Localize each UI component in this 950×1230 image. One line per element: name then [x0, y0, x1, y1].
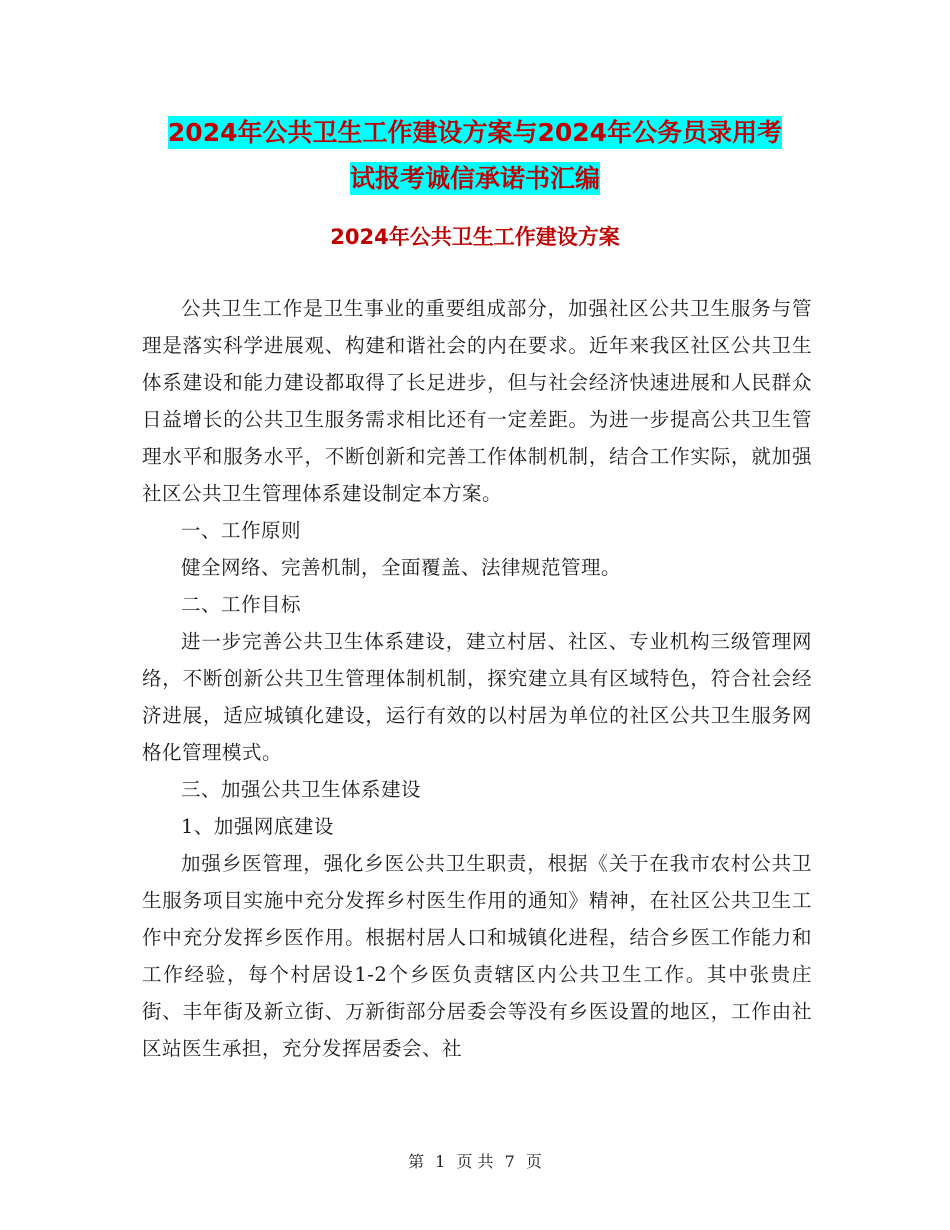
paragraph-intro: 公共卫生工作是卫生事业的重要组成部分，加强社区公共卫生服务与管理是落实科学进展观、构建和谐社会的内在要求。近年来我区社区公共卫生体系建设和能力建设都取得了长足进步，但与社会经济快速进展和人民群众日益增长的公共卫生服务需求相比还有一定差距。为进一步提高公共卫生管理水平和服务水平，不断创新和完善工作体制机制，结合工作实际，就加强社区公共卫生管理体系建设制定本方案。	[142, 297, 812, 505]
heading-system-building: 三、加强公共卫生体系建设	[181, 778, 422, 801]
page-footer	[0, 1150, 950, 1174]
heading-work-goals: 二、工作目标	[181, 593, 302, 616]
document-body	[142, 290, 812, 1067]
footer-prefix: 第	[408, 1152, 425, 1171]
heading-network-base: 1、加强网底建设	[181, 815, 334, 838]
footer-suffix: 页	[525, 1152, 542, 1171]
title-line-1: 2024年公共卫生工作建设方案与2024年公务员录用考	[167, 118, 783, 147]
section-title: 2024年公共卫生工作建设方案	[330, 225, 620, 249]
document-title	[140, 110, 810, 202]
footer-page-number: 1	[435, 1152, 446, 1171]
paragraph-network-base: 加强乡医管理，强化乡医公共卫生职责，根据《关于在我市农村公共卫生服务项目实施中充分发挥乡村医生作用的通知》精神，在社区公共卫生工作中充分发挥乡医作用。根据村居人口和城镇化进程，结合乡医工作能力和工作经验，每个村居设1-2个乡医负责辖区内公共卫生工作。其中张贵庄街、丰年街及新立街、万新街部分居委会等没有乡医设置的地区，工作由社区站医生承担，充分发挥居委会、社	[142, 852, 812, 1060]
footer-total-pages: 7	[504, 1152, 515, 1171]
title-line-2: 试报考诚信承诺书汇编	[349, 164, 600, 193]
footer-mid: 页 共	[456, 1152, 494, 1171]
heading-work-principles: 一、工作原则	[181, 519, 302, 542]
paragraph-goals: 进一步完善公共卫生体系建设，建立村居、社区、专业机构三级管理网络，不断创新公共卫生管理体制机制，探究建立具有区域特色，符合社会经济进展，适应城镇化建设，运行有效的以村居为单位的社区公共卫生服务网格化管理模式。	[142, 630, 812, 764]
paragraph-principles: 健全网络、完善机制，全面覆盖、法律规范管理。	[181, 556, 622, 579]
